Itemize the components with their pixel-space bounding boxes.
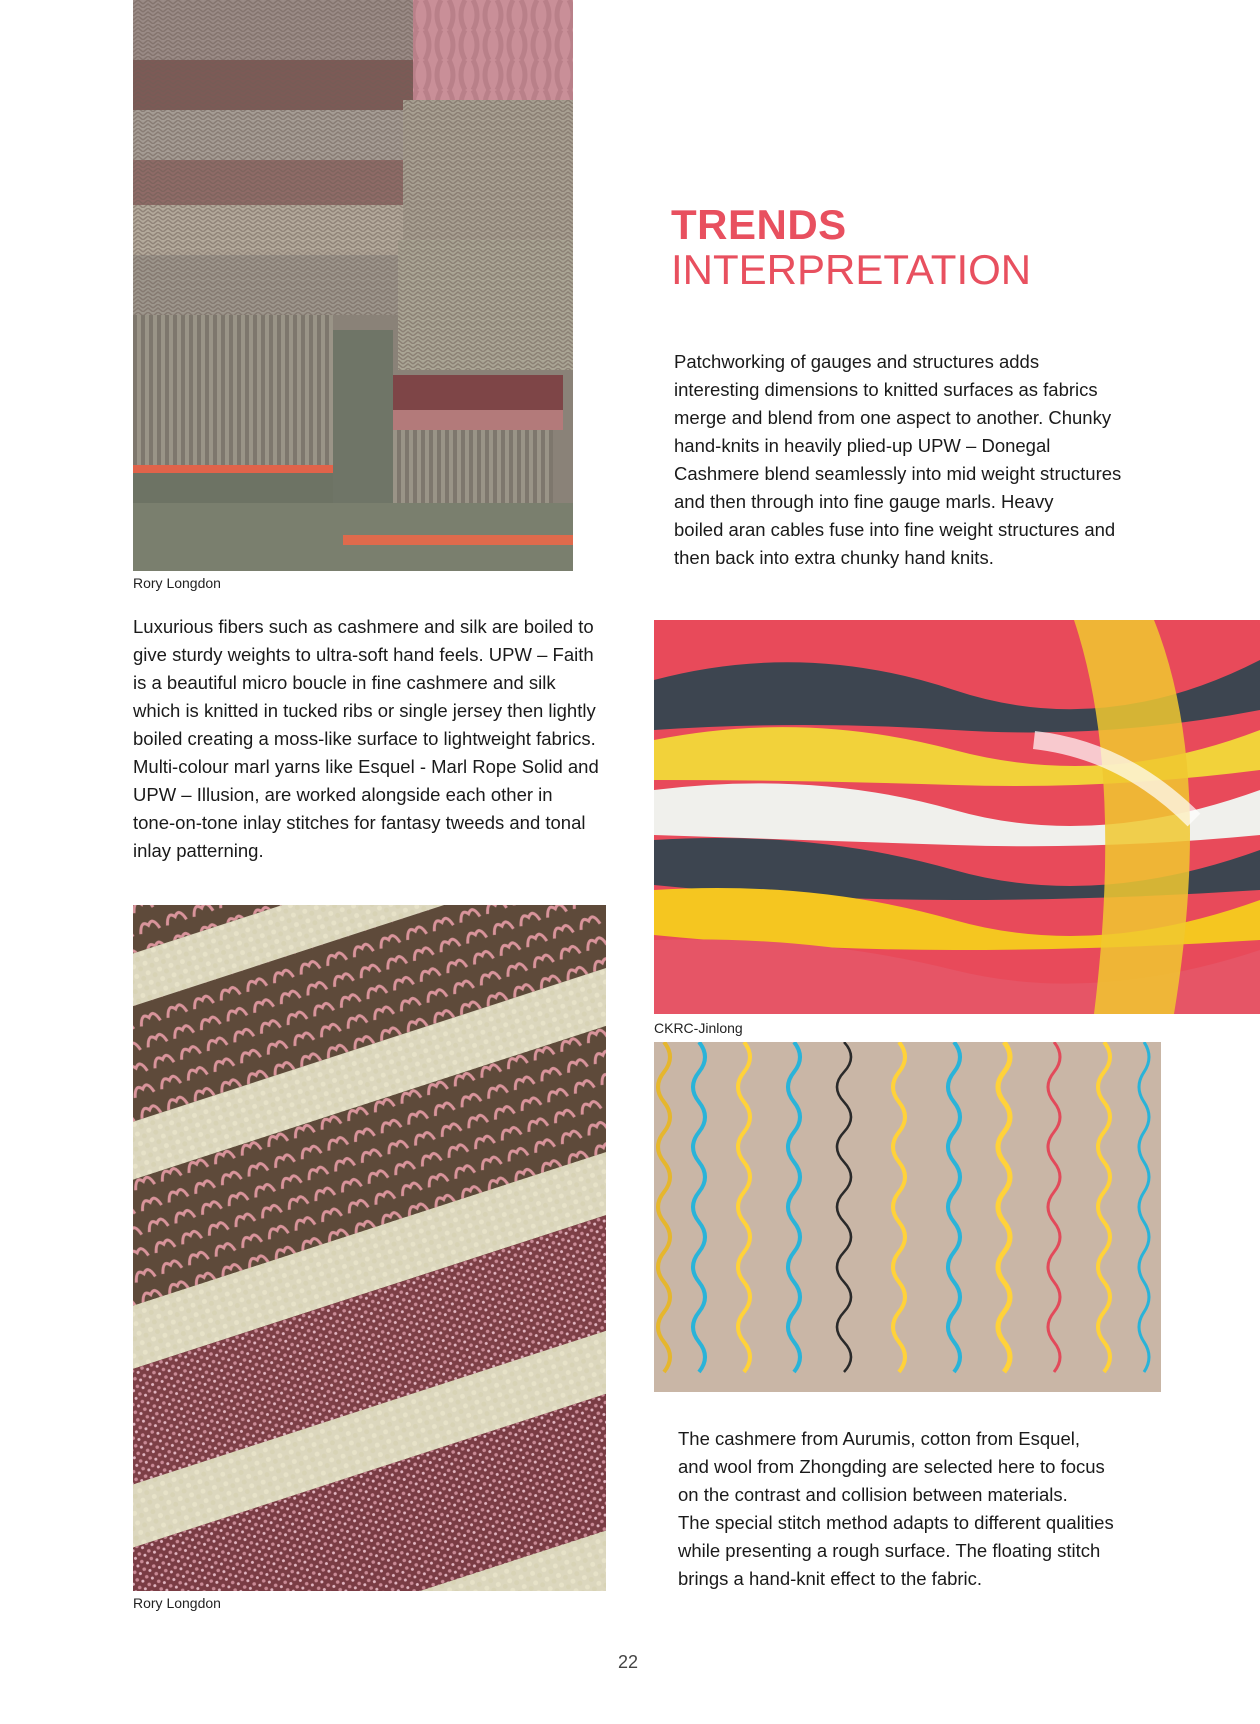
text-line: and wool from Zhongding are selected here to focus (678, 1456, 1105, 1477)
text-line: while presenting a rough surface. The floating stitch (678, 1540, 1101, 1561)
page-number: 22 (618, 1652, 639, 1672)
striped-knit-photo (133, 905, 606, 1591)
text-line: which is knitted in tucked ribs or single jersey then lightly (133, 700, 596, 721)
photo-caption: Rory Longdon (133, 1595, 221, 1611)
squiggle-knit-photo (654, 1042, 1161, 1392)
text-line: The cashmere from Aurumis, cotton from Esquel, (678, 1428, 1081, 1449)
text-line: interesting dimensions to knitted surfaces as fabrics (674, 379, 1098, 400)
intro-paragraph (674, 348, 1144, 572)
text-line: brings a hand-knit effect to the fabric. (678, 1568, 983, 1589)
text-line: The special stitch method adapts to different qualities (678, 1512, 1114, 1533)
text-line: UPW – Illusion, are worked alongside each other in (133, 784, 553, 805)
text-line: Luxurious fibers such as cashmere and silk are boiled to (133, 616, 594, 637)
photo-caption: Rory Longdon (133, 575, 221, 591)
title-line-trends: TRENDS (671, 201, 847, 248)
text-line: Cashmere blend seamlessly into mid weight structures (674, 463, 1122, 484)
text-line: hand-knits in heavily plied-up UPW – Donegal (674, 435, 1051, 456)
fibers-paragraph (133, 613, 623, 865)
title-line-interpretation: INTERPRETATION (671, 246, 1032, 293)
text-line: merge and blend from one aspect to another. Chunky (674, 407, 1112, 428)
text-line: tone-on-tone inlay stitches for fantasy tweeds and tonal (133, 812, 586, 833)
text-line: and then through into fine gauge marls. Heavy (674, 491, 1054, 512)
rainbow-knit-photo (654, 620, 1260, 1014)
page-title (671, 201, 1032, 293)
text-line: boiled creating a moss-like surface to lightweight fabrics. (133, 728, 596, 749)
photo-caption: CKRC-Jinlong (654, 1020, 743, 1036)
text-line: is a beautiful micro boucle in fine cashmere and silk (133, 672, 556, 693)
text-line: then back into extra chunky hand knits. (674, 547, 994, 568)
text-line: give sturdy weights to ultra-soft hand feels. UPW – Faith (133, 644, 594, 665)
text-line: inlay patterning. (133, 840, 264, 861)
materials-paragraph (678, 1425, 1148, 1593)
text-line: Patchworking of gauges and structures adds (674, 351, 1040, 372)
sweater-sleeve-photo (133, 0, 612, 571)
text-line: boiled aran cables fuse into fine weight structures and (674, 519, 1116, 540)
text-line: on the contrast and collision between materials. (678, 1484, 1068, 1505)
text-line: Multi-colour marl yarns like Esquel - Marl Rope Solid and (133, 756, 599, 777)
